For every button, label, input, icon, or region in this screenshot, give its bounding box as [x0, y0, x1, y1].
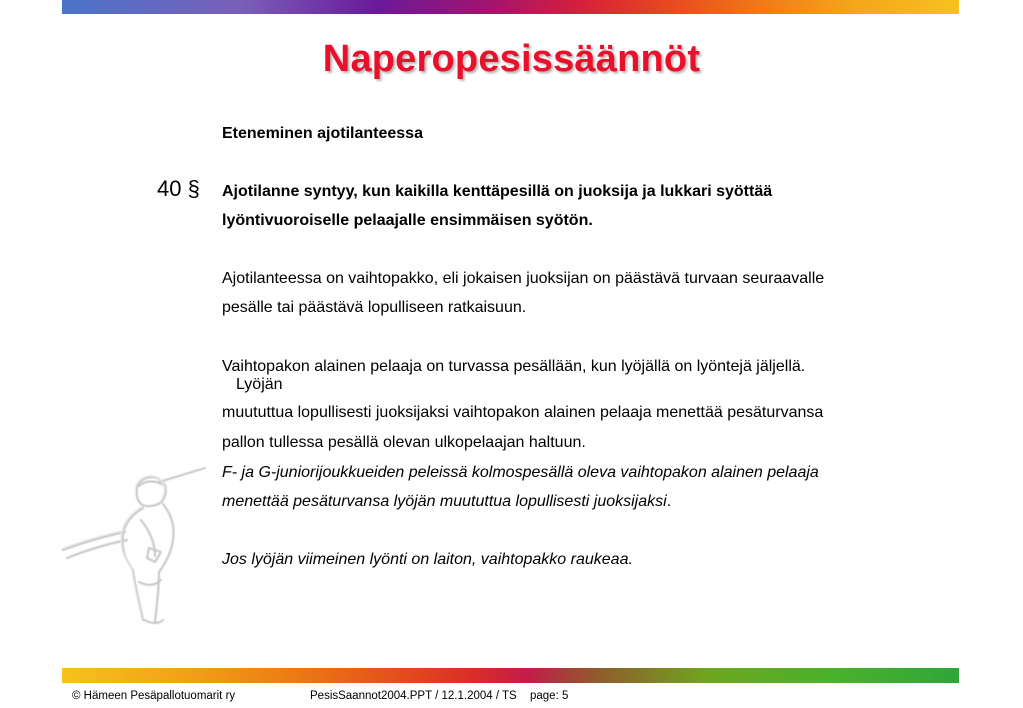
- rule-line-2: lyöntivuoroiselle pelaajalle ensimmäisen syötön.: [222, 212, 593, 229]
- junior-rule-line-2-text: menettää pesäturvansa lyöjän muututtua lopullisesti juoksijaksi: [222, 493, 667, 510]
- rule-line-1: Ajotilanne syntyy, kun kaikilla kenttäpesillä on juoksija ja lukkari syöttää: [222, 183, 773, 200]
- footer-page-number: page: 5: [530, 690, 569, 702]
- section-heading: Eteneminen ajotilanteessa: [222, 125, 423, 142]
- paragraph-1-line-2: pesälle tai päästävä lopulliseen ratkaisuun.: [222, 299, 527, 316]
- footer-copyright: © Hämeen Pesäpallotuomarit ry: [72, 690, 236, 702]
- section-number: 40 §: [157, 176, 200, 201]
- slide-title: Naperopesissäännöt: [322, 38, 701, 80]
- batter-figure-icon: [55, 460, 215, 640]
- junior-rule-line-1: F- ja G-juniorijoukkueiden peleissä kolmospesällä oleva vaihtopakon alainen pelaaja: [222, 464, 819, 481]
- junior-rule-line-2: [222, 493, 942, 511]
- paragraph-2-line-4: pallon tullessa pesällä olevan ulkopelaajan haltuun.: [222, 434, 586, 451]
- bottom-gradient-bar: [62, 668, 959, 683]
- junior-rule-line-2-dot: .: [666, 493, 672, 510]
- top-gradient-bar: [62, 0, 959, 14]
- illegal-hit-rule: Jos lyöjän viimeinen lyönti on laiton, vaihtopakko raukeaa.: [222, 551, 633, 568]
- paragraph-2-line-3: muututtua lopullisesti juoksijaksi vaihtopakon alainen pelaaja menettää pesäturvansa: [222, 404, 824, 421]
- paragraph-2-line-2: Lyöjän: [236, 376, 283, 393]
- paragraph-2-line-1: Vaihtopakon alainen pelaaja on turvassa pesällään, kun lyöjällä on lyöntejä jäljellä.: [222, 358, 806, 375]
- footer-file-info: PesisSaannot2004.PPT / 12.1.2004 / TS: [310, 690, 517, 702]
- paragraph-1-line-1: Ajotilanteessa on vaihtopakko, eli jokaisen juoksijan on päästävä turvaan seuraavalle: [222, 270, 825, 287]
